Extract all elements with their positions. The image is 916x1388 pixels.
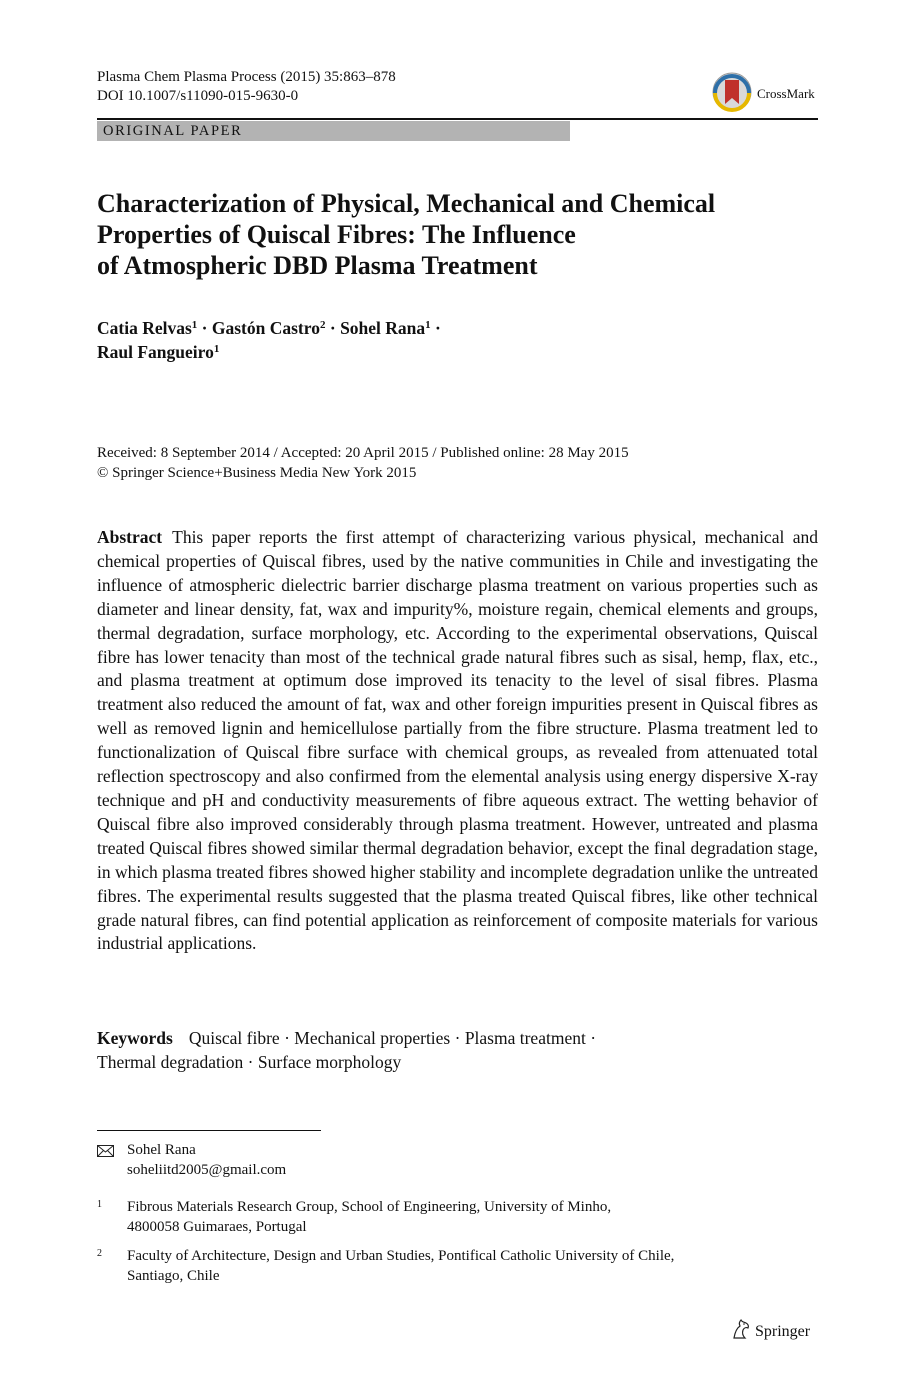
- affiliation-2: [97, 1247, 797, 1287]
- abstract: [97, 526, 818, 956]
- journal-info: [97, 68, 396, 106]
- affiliation-line: Fibrous Materials Research Group, School of Engineering, University of Minho,: [127, 1199, 612, 1215]
- author-separator: ·: [430, 318, 441, 338]
- affiliation-line: Santiago, Chile: [127, 1267, 220, 1284]
- crossmark-label: CrossMark: [757, 86, 815, 101]
- header-rule: [97, 118, 818, 120]
- article-category: ORIGINAL PAPER: [97, 121, 570, 141]
- affiliation-number: 1: [97, 1199, 102, 1210]
- affiliation-line: Faculty of Architecture, Design and Urban Studies, Pontifical Catholic University of Chile,: [127, 1248, 675, 1264]
- copyright: © Springer Science+Business Media New York 2015: [97, 464, 417, 481]
- title-line-3: of Atmospheric DBD Plasma Treatment: [97, 251, 538, 280]
- envelope-icon: [97, 1145, 114, 1157]
- keywords: [97, 1026, 818, 1074]
- publisher-logo: [731, 1318, 810, 1341]
- crossmark-badge[interactable]: [711, 71, 821, 113]
- author-name[interactable]: Raul Fangueiro: [97, 342, 214, 362]
- publisher-name: Springer: [755, 1323, 811, 1340]
- author-affiliation-ref: 1: [425, 319, 431, 331]
- abstract-label: Abstract: [97, 527, 163, 547]
- affiliation-1: [97, 1198, 797, 1238]
- springer-horse-icon: [731, 1318, 751, 1340]
- abstract-text: This paper reports the first attempt of characterizing various physical, mechanical and chemical properties of Quiscal fibres, used by the native communities in Chile and investigating the influence of atmospheric dielectric barrier discharge plasma treatment on various properties such as diameter and linear density, fat, wax and impurity%, moisture regain, chemical elements and groups, thermal degradation, surface morphology, etc. According to the experimental observations, Quiscal fibre has lower tenacity than most of the technical grade natural fibres such as sisal, hemp, flax, etc., and plasma treatment at optimum dose improved its tenacity to the level of sisal fibres. Plasma treatment also reduced the amount of fat, wax and other foreign impurities present in Quiscal fibres as well as removed lignin and hemicellulose partially from the fibre structure. Plasma treatment led to functionalization of Quiscal fibre surface with chemical groups, as revealed from attenuated total reflection spectroscopy and also confirmed from the elemental analysis using energy dispersive X-ray technique and pH and conductivity measurements of fibre aqueous extract. The wetting behavior of Quiscal fibre also improved considerably through plasma treatment. However, untreated and plasma treated Quiscal fibres showed similar thermal degradation behavior, except the final degradation stage, in which plasma treated fibres showed higher stability and incomplete degradation unlike the untreated fibres. The experimental results suggested that the plasma treated Quiscal fibres, like other technical grade natural fibres, can find potential application as reinforcement of composite materials for various industrial applications.: [97, 527, 818, 954]
- keywords-line-2: Thermal degradation · Surface morphology: [97, 1052, 402, 1072]
- author-name[interactable]: Sohel Rana: [340, 318, 426, 338]
- author-affiliation-ref: 1: [191, 319, 198, 331]
- keywords-line-1: Quiscal fibre · Mechanical properties · Plasma treatment ·: [188, 1028, 597, 1048]
- paper-title: [97, 188, 797, 281]
- affiliation-line: 4800058 Guimaraes, Portugal: [127, 1218, 307, 1235]
- author-affiliation-ref: 1: [213, 343, 220, 355]
- author-list: [97, 316, 441, 364]
- author-separator: ·: [197, 318, 212, 338]
- author-name[interactable]: Gastón Castro: [211, 318, 320, 338]
- history-dates: Received: 8 September 2014 / Accepted: 20 April 2015 / Published online: 28 May 2015: [97, 445, 629, 461]
- doi[interactable]: DOI 10.1007/s11090-015-9630-0: [97, 88, 299, 104]
- author-affiliation-ref: 2: [319, 319, 326, 331]
- correspondence-name: Sohel Rana: [127, 1142, 196, 1158]
- author-name[interactable]: Catia Relvas: [97, 318, 192, 338]
- publication-dates: [97, 444, 629, 483]
- correspondence-email[interactable]: soheliitd2005@gmail.com: [127, 1161, 287, 1178]
- title-line-1: Characterization of Physical, Mechanical and Chemical: [97, 189, 716, 218]
- correspondence: [97, 1141, 497, 1181]
- keywords-label: Keywords: [97, 1028, 173, 1048]
- journal-citation: Plasma Chem Plasma Process (2015) 35:863–878: [97, 69, 396, 85]
- crossmark-icon: [711, 71, 753, 113]
- title-line-2: Properties of Quiscal Fibres: The Influence: [97, 220, 576, 249]
- footnote-rule: [97, 1130, 321, 1131]
- author-separator: ·: [325, 318, 341, 338]
- affiliation-number: 2: [97, 1248, 102, 1259]
